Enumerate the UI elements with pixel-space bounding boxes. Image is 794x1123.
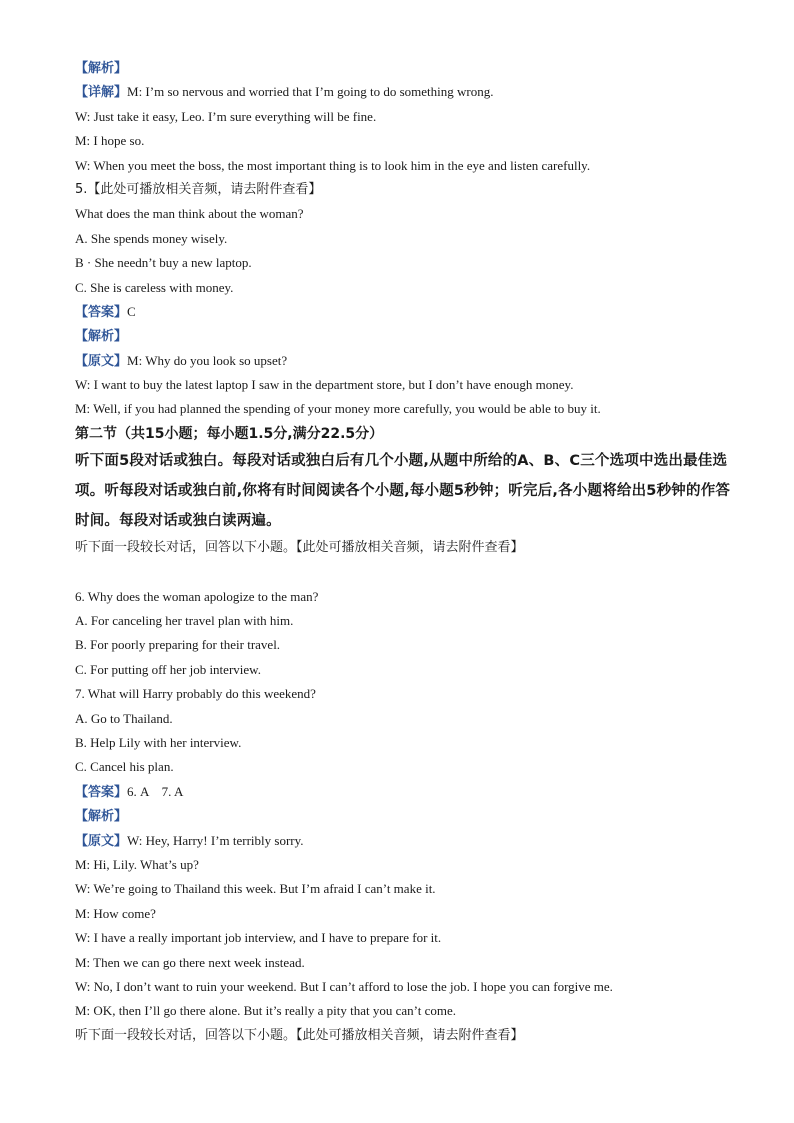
analysis-heading: 【解析】 — [75, 61, 128, 76]
spacer — [75, 561, 735, 585]
answer-line: 【答案】6. A 7. A — [75, 783, 184, 800]
option-a: A. For canceling her travel plan with him. — [75, 613, 294, 629]
dialogue-line: M: Well, if you had planned the spending of your money more carefully, you would be able to buy it. — [75, 401, 601, 417]
analysis-heading: 【解析】 — [75, 809, 128, 825]
listening-prompt: 听下面一段较长对话，回答以下小题。【此处可播放相关音频，请去附件查看】 — [75, 540, 524, 556]
document-page — [75, 56, 735, 1048]
dialogue-line: W: I want to buy the latest laptop I saw in the department store, but I don’t have enough money. — [75, 377, 574, 393]
option-c: C. Cancel his plan. — [75, 759, 174, 775]
section-instructions: 听下面5段对话或独白。每段对话或独白后有几个小题,从题中所给的A、B、C三个选项中选出最佳选项。听每段对话或独白前,你将有时间阅读各个小题,每小题5秒钟；听完后,各小题将给出5秒钟的作答时间。每段对话或独白读两遍。 — [75, 453, 731, 530]
dialogue-line: W: When you meet the boss, the most important thing is to look him in the eye and listen carefully. — [75, 157, 591, 173]
option-a: A. Go to Thailand. — [75, 710, 173, 726]
option-b: B. Help Lily with her interview. — [75, 734, 242, 750]
dialogue-line: W: We’re going to Thailand this week. But I’m afraid I can’t make it. — [75, 881, 436, 897]
option-c: C. For putting off her job interview. — [75, 661, 261, 677]
dialogue-line: W: Just take it easy, Leo. I’m sure everything will be fine. — [75, 108, 377, 124]
detail-line: 【详解】M: I’m so nervous and worried that I’m going to do something wrong. — [75, 84, 494, 101]
option-b: B · She needn’t buy a new laptop. — [75, 255, 252, 271]
transcript-line: 【原文】W: Hey, Harry! I’m terribly sorry. — [75, 832, 304, 849]
dialogue-line: M: How come? — [75, 905, 156, 921]
transcript-line: 【原文】M: Why do you look so upset? — [75, 352, 288, 369]
question-6-text: 6. Why does the woman apologize to the man? — [75, 588, 319, 604]
question-5-text: What does the man think about the woman? — [75, 206, 304, 222]
dialogue-line: M: I hope so. — [75, 133, 145, 149]
dialogue-line: W: I have a really important job interview, and I have to prepare for it. — [75, 930, 442, 946]
section-title: 第二节（共15小题；每小题1.5分,满分22.5分） — [75, 425, 384, 442]
dialogue-line: W: No, I don’t want to ruin your weekend. But I can’t afford to lose the job. I hope you can forgive me. — [75, 978, 613, 994]
answer-line: 【答案】C — [75, 303, 136, 320]
dialogue-line: M: Hi, Lily. What’s up? — [75, 856, 199, 872]
question-7-text: 7. What will Harry probably do this weekend? — [75, 686, 316, 702]
question-5-audio: 5.【此处可播放相关音频，请去附件查看】 — [75, 181, 322, 197]
option-a: A. She spends money wisely. — [75, 230, 228, 246]
dialogue-line: M: OK, then I’ll go there alone. But it’s really a pity that you can’t come. — [75, 1003, 456, 1019]
dialogue-line: M: Then we can go there next week instead. — [75, 954, 305, 970]
option-c: C. She is careless with money. — [75, 279, 234, 295]
analysis-heading: 【解析】 — [75, 329, 128, 345]
listening-prompt: 听下面一段较长对话，回答以下小题。【此处可播放相关音频，请去附件查看】 — [75, 1027, 524, 1043]
option-b: B. For poorly preparing for their travel. — [75, 637, 281, 653]
